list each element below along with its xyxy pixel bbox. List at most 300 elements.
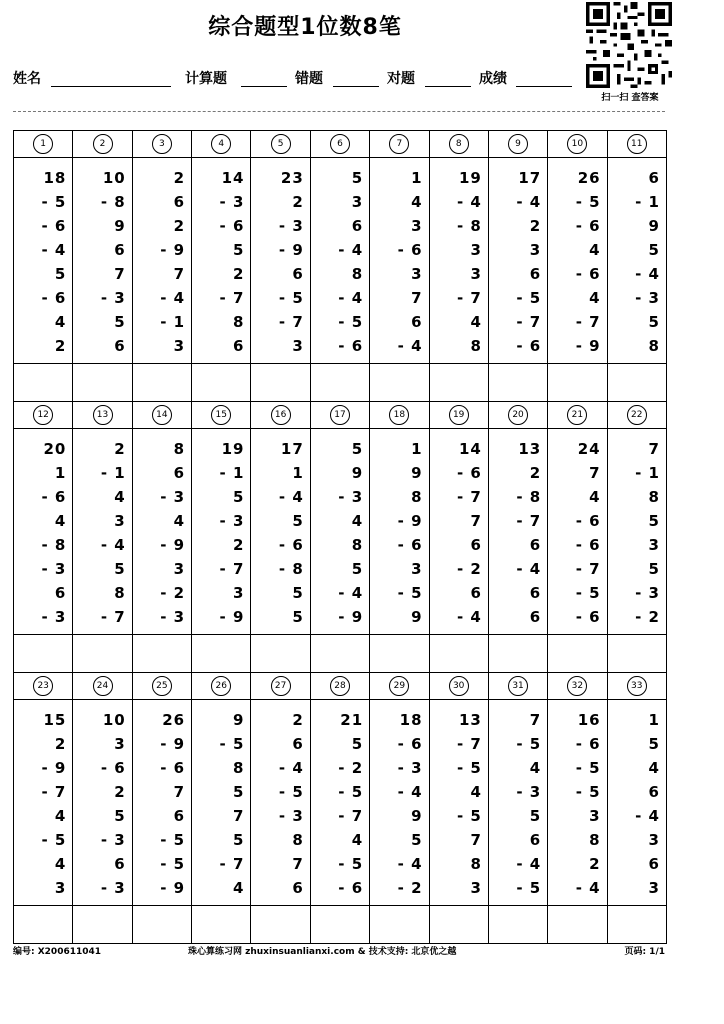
problem-operand: 8 bbox=[173, 440, 186, 458]
problem-operand: 2 bbox=[529, 217, 542, 235]
problem-number-badge: 22 bbox=[627, 405, 647, 425]
problem-operand: 6 bbox=[529, 265, 542, 283]
problem-operand: 18 bbox=[43, 169, 67, 187]
problem-operand: - 3 bbox=[160, 608, 186, 626]
student-info-row bbox=[13, 64, 578, 90]
problem-operand: 7 bbox=[470, 512, 482, 530]
problem-number-badge: 24 bbox=[93, 676, 113, 696]
problem-column bbox=[310, 700, 369, 905]
answer-box[interactable] bbox=[607, 364, 666, 401]
problem-header-cell bbox=[429, 402, 488, 428]
right-field[interactable] bbox=[425, 86, 471, 87]
answer-box[interactable] bbox=[132, 906, 191, 943]
problem-column bbox=[547, 700, 606, 905]
problem-number-badge: 25 bbox=[152, 676, 172, 696]
problem-column bbox=[369, 158, 428, 363]
problem-operand: 6 bbox=[411, 313, 423, 331]
problem-operand: 6 bbox=[648, 783, 660, 801]
problem-section bbox=[14, 131, 666, 401]
cut-line-divider bbox=[13, 111, 665, 112]
problem-operand: - 6 bbox=[100, 759, 126, 777]
problem-operand: - 6 bbox=[397, 241, 423, 259]
problem-operand: 14 bbox=[221, 169, 245, 187]
problem-operand: - 5 bbox=[41, 193, 67, 211]
answer-row bbox=[14, 634, 666, 672]
problem-header-cell bbox=[547, 402, 606, 428]
problem-header-cell bbox=[14, 673, 72, 699]
problem-operand: 3 bbox=[648, 536, 660, 554]
problem-operand: 4 bbox=[233, 879, 245, 897]
problem-operand: 2 bbox=[589, 855, 601, 873]
answer-box[interactable] bbox=[250, 635, 309, 672]
problem-operand: 17 bbox=[518, 169, 542, 187]
problem-operand: - 1 bbox=[100, 464, 126, 482]
qr-caption: 扫一扫 查答案 bbox=[601, 93, 659, 103]
answer-box[interactable] bbox=[191, 906, 250, 943]
problem-operand: 16 bbox=[577, 711, 601, 729]
problem-number-badge: 12 bbox=[33, 405, 53, 425]
problem-operand: - 3 bbox=[100, 831, 126, 849]
problem-operand: - 3 bbox=[100, 289, 126, 307]
problem-header-cell bbox=[250, 673, 309, 699]
problem-header-cell bbox=[132, 673, 191, 699]
problem-number-badge: 13 bbox=[93, 405, 113, 425]
problem-operand: - 3 bbox=[635, 289, 660, 307]
problem-operand: - 5 bbox=[456, 759, 482, 777]
problem-number-badge: 16 bbox=[271, 405, 291, 425]
problem-operand: 8 bbox=[648, 488, 660, 506]
answer-box[interactable] bbox=[132, 364, 191, 401]
answer-box[interactable] bbox=[72, 635, 131, 672]
problem-number-badge: 33 bbox=[627, 676, 647, 696]
problem-header-cell bbox=[429, 673, 488, 699]
problem-operand: 7 bbox=[173, 265, 186, 283]
problem-number-badge: 5 bbox=[271, 134, 291, 154]
problem-operand: - 3 bbox=[278, 807, 304, 825]
problem-operand: - 6 bbox=[575, 217, 601, 235]
problem-operand: - 9 bbox=[160, 879, 186, 897]
problem-operand: - 6 bbox=[338, 337, 364, 355]
problem-operand: 19 bbox=[221, 440, 245, 458]
answer-box[interactable] bbox=[191, 635, 250, 672]
problem-number-badge: 9 bbox=[508, 134, 528, 154]
problem-operand: 8 bbox=[292, 831, 304, 849]
problem-header-cell bbox=[250, 402, 309, 428]
problem-column bbox=[14, 158, 72, 363]
problem-operand: 8 bbox=[233, 313, 245, 331]
score-field[interactable] bbox=[516, 86, 572, 87]
problem-operand: 6 bbox=[114, 337, 126, 355]
problem-operand: - 1 bbox=[635, 464, 660, 482]
problem-operand: 17 bbox=[280, 440, 304, 458]
problem-operand: 6 bbox=[292, 265, 304, 283]
problem-operand: 4 bbox=[54, 512, 67, 530]
problem-operand: 2 bbox=[54, 735, 67, 753]
problem-operand: 7 bbox=[529, 711, 542, 729]
problem-operand: - 4 bbox=[456, 193, 482, 211]
computed-field[interactable] bbox=[241, 86, 287, 87]
problem-operand: 10 bbox=[102, 169, 126, 187]
answer-box[interactable] bbox=[14, 635, 72, 672]
problem-operand: 20 bbox=[43, 440, 67, 458]
problem-operand: 21 bbox=[340, 711, 364, 729]
problem-operand: - 5 bbox=[516, 289, 542, 307]
problem-operand: - 6 bbox=[278, 536, 304, 554]
problem-column bbox=[250, 429, 309, 634]
problem-operand: 26 bbox=[162, 711, 186, 729]
problem-operand: 3 bbox=[114, 735, 126, 753]
problem-header-cell bbox=[488, 402, 547, 428]
problem-header-cell bbox=[607, 673, 666, 699]
name-field[interactable] bbox=[51, 86, 171, 87]
problem-header-cell bbox=[132, 402, 191, 428]
problem-operand: - 5 bbox=[338, 783, 364, 801]
problem-operand: - 8 bbox=[516, 488, 542, 506]
problem-operand: 4 bbox=[54, 807, 67, 825]
answer-box[interactable] bbox=[14, 364, 72, 401]
problem-operand: - 9 bbox=[575, 337, 601, 355]
answer-box[interactable] bbox=[72, 906, 131, 943]
problem-number-badge: 26 bbox=[211, 676, 231, 696]
problem-operand: - 2 bbox=[160, 584, 186, 602]
answer-box[interactable] bbox=[488, 635, 547, 672]
problem-operand: - 4 bbox=[338, 241, 364, 259]
problem-header-cell bbox=[250, 131, 309, 157]
problem-operand: 9 bbox=[233, 711, 245, 729]
problem-operand: - 3 bbox=[41, 560, 67, 578]
problem-operand: - 9 bbox=[278, 241, 304, 259]
problem-numbers-row bbox=[14, 429, 666, 634]
problem-header-cell bbox=[191, 673, 250, 699]
problem-operand: - 7 bbox=[575, 313, 601, 331]
answer-box[interactable] bbox=[547, 635, 606, 672]
problem-column bbox=[547, 158, 606, 363]
problem-operand: - 3 bbox=[278, 217, 304, 235]
problem-operand: - 7 bbox=[456, 735, 482, 753]
problem-column bbox=[369, 429, 428, 634]
problem-operand: - 5 bbox=[575, 584, 601, 602]
problem-operand: - 6 bbox=[575, 608, 601, 626]
problem-header-cell bbox=[191, 402, 250, 428]
problem-number-badge: 28 bbox=[330, 676, 350, 696]
problem-operand: - 7 bbox=[338, 807, 364, 825]
problem-header-cell bbox=[72, 402, 131, 428]
problem-number-badge: 8 bbox=[449, 134, 469, 154]
problem-operand: 9 bbox=[114, 217, 126, 235]
problem-operand: 10 bbox=[102, 711, 126, 729]
problem-operand: 1 bbox=[292, 464, 304, 482]
problem-operand: - 6 bbox=[397, 536, 423, 554]
problem-operand: 3 bbox=[529, 241, 542, 259]
problem-operand: - 4 bbox=[100, 536, 126, 554]
problem-number-badge: 4 bbox=[211, 134, 231, 154]
answer-box[interactable] bbox=[250, 906, 309, 943]
answer-box[interactable] bbox=[132, 635, 191, 672]
problem-operand: 8 bbox=[589, 831, 601, 849]
answer-box[interactable] bbox=[310, 364, 369, 401]
problem-column bbox=[72, 158, 131, 363]
problem-number-badge: 29 bbox=[389, 676, 409, 696]
answer-box[interactable] bbox=[14, 906, 72, 943]
problem-operand: 3 bbox=[173, 560, 186, 578]
problem-operand: 6 bbox=[173, 464, 186, 482]
problem-operand: 5 bbox=[114, 560, 126, 578]
problem-operand: 5 bbox=[233, 831, 245, 849]
problem-operand: - 4 bbox=[635, 265, 660, 283]
problem-number-badge: 20 bbox=[508, 405, 528, 425]
problem-operand: 5 bbox=[648, 735, 660, 753]
problem-operand: 5 bbox=[233, 241, 245, 259]
problem-operand: - 9 bbox=[160, 241, 186, 259]
problem-operand: 4 bbox=[54, 855, 67, 873]
answer-box[interactable] bbox=[607, 906, 666, 943]
problem-operand: 6 bbox=[173, 807, 186, 825]
problem-operand: - 5 bbox=[456, 807, 482, 825]
answer-box[interactable] bbox=[429, 906, 488, 943]
problem-column bbox=[132, 158, 191, 363]
problem-operand: 4 bbox=[470, 783, 482, 801]
problem-operand: - 5 bbox=[160, 855, 186, 873]
problem-operand: - 2 bbox=[397, 879, 423, 897]
problem-operand: - 4 bbox=[160, 289, 186, 307]
right-label: 对题 bbox=[387, 71, 415, 87]
problem-operand: 4 bbox=[351, 831, 364, 849]
answer-box[interactable] bbox=[488, 364, 547, 401]
answer-box[interactable] bbox=[488, 906, 547, 943]
problem-header-cell bbox=[72, 131, 131, 157]
problem-operand: - 9 bbox=[219, 608, 245, 626]
problem-operand: 7 bbox=[648, 440, 660, 458]
problem-header-cell bbox=[310, 402, 369, 428]
problem-operand: 5 bbox=[648, 512, 660, 530]
problem-operand: 6 bbox=[351, 217, 364, 235]
problem-operand: - 6 bbox=[41, 217, 67, 235]
problem-operand: 6 bbox=[470, 536, 482, 554]
page-title: 综合题型1位数8笔 bbox=[208, 15, 402, 40]
problem-operand: 5 bbox=[114, 807, 126, 825]
problem-column bbox=[607, 158, 666, 363]
problem-operand: - 2 bbox=[456, 560, 482, 578]
problem-column bbox=[250, 158, 309, 363]
wrong-field[interactable] bbox=[333, 86, 379, 87]
problem-operand: - 4 bbox=[456, 608, 482, 626]
problem-operand: - 1 bbox=[160, 313, 186, 331]
answer-box[interactable] bbox=[429, 635, 488, 672]
problem-operand: - 9 bbox=[41, 759, 67, 777]
problem-operand: 13 bbox=[459, 711, 482, 729]
problem-column bbox=[250, 700, 309, 905]
problem-header-cell bbox=[488, 673, 547, 699]
problem-operand: - 3 bbox=[100, 879, 126, 897]
problem-column bbox=[14, 700, 72, 905]
problem-operand: 5 bbox=[292, 512, 304, 530]
problem-operand: - 6 bbox=[575, 735, 601, 753]
problem-header-cell bbox=[310, 131, 369, 157]
problem-number-badge: 7 bbox=[389, 134, 409, 154]
problem-column bbox=[191, 700, 250, 905]
problem-operand: - 6 bbox=[456, 464, 482, 482]
problem-number-badge: 23 bbox=[33, 676, 53, 696]
problem-operand: 8 bbox=[351, 265, 364, 283]
problem-operand: 7 bbox=[114, 265, 126, 283]
problem-operand: 2 bbox=[173, 217, 186, 235]
problem-number-badge: 6 bbox=[330, 134, 350, 154]
answer-box[interactable] bbox=[547, 906, 606, 943]
problem-operand: 3 bbox=[233, 584, 245, 602]
problem-operand: - 5 bbox=[278, 289, 304, 307]
problem-operand: 4 bbox=[173, 512, 186, 530]
problem-operand: 26 bbox=[577, 169, 601, 187]
problem-column bbox=[132, 700, 191, 905]
problem-operand: 8 bbox=[470, 855, 482, 873]
answer-box[interactable] bbox=[250, 364, 309, 401]
qr-code-icon bbox=[585, 2, 673, 88]
problem-operand: - 4 bbox=[397, 855, 423, 873]
problem-operand: 6 bbox=[292, 735, 304, 753]
problem-operand: - 5 bbox=[219, 735, 245, 753]
answer-row bbox=[14, 905, 666, 943]
problem-operand: 6 bbox=[648, 169, 660, 187]
problem-numbers-row bbox=[14, 700, 666, 905]
problem-operand: - 5 bbox=[338, 313, 364, 331]
problem-operand: 6 bbox=[54, 584, 67, 602]
problem-operand: 15 bbox=[43, 711, 67, 729]
problem-operand: - 5 bbox=[278, 783, 304, 801]
problem-number-badge: 21 bbox=[567, 405, 587, 425]
problem-number-row bbox=[14, 401, 666, 429]
problem-number-badge: 27 bbox=[271, 676, 291, 696]
problem-operand: - 4 bbox=[338, 584, 364, 602]
problem-operand: 3 bbox=[589, 807, 601, 825]
problem-column bbox=[429, 158, 488, 363]
problem-operand: 1 bbox=[411, 169, 423, 187]
problem-operand: 18 bbox=[399, 711, 423, 729]
problem-operand: 8 bbox=[470, 337, 482, 355]
problem-operand: - 1 bbox=[219, 464, 245, 482]
problem-operand: 23 bbox=[280, 169, 304, 187]
problem-header-cell bbox=[369, 131, 428, 157]
problem-operand: - 4 bbox=[41, 241, 67, 259]
problem-operand: 14 bbox=[459, 440, 482, 458]
footer-site: 珠心算练习网 zhuxinsuanlianxi.com & 技术支持: 北京优之越 bbox=[188, 947, 457, 957]
problem-header-cell bbox=[607, 131, 666, 157]
problem-operand: 5 bbox=[411, 831, 423, 849]
problem-operand: - 8 bbox=[278, 560, 304, 578]
problem-operand: 6 bbox=[529, 608, 542, 626]
problem-operand: 4 bbox=[351, 512, 364, 530]
problem-number-badge: 18 bbox=[389, 405, 409, 425]
problem-header-cell bbox=[429, 131, 488, 157]
problem-operand: 7 bbox=[173, 783, 186, 801]
problem-operand: 3 bbox=[292, 337, 304, 355]
footer-page: 页码: 1/1 bbox=[624, 947, 665, 957]
problem-operand: 3 bbox=[411, 217, 423, 235]
problem-number-badge: 17 bbox=[330, 405, 350, 425]
problem-operand: 4 bbox=[648, 759, 660, 777]
problem-operand: 1 bbox=[54, 464, 67, 482]
problem-operand: - 1 bbox=[635, 193, 660, 211]
problem-operand: - 9 bbox=[397, 512, 423, 530]
problem-operand: 5 bbox=[648, 560, 660, 578]
problem-operand: 9 bbox=[411, 608, 423, 626]
problem-operand: 5 bbox=[54, 265, 67, 283]
problem-operand: 2 bbox=[292, 711, 304, 729]
problem-header-cell bbox=[132, 131, 191, 157]
problem-operand: 6 bbox=[529, 536, 542, 554]
problem-operand: - 3 bbox=[219, 193, 245, 211]
problem-column bbox=[191, 158, 250, 363]
problem-operand: 6 bbox=[233, 337, 245, 355]
answer-box[interactable] bbox=[310, 635, 369, 672]
problem-number-badge: 32 bbox=[567, 676, 587, 696]
problem-operand: 4 bbox=[411, 193, 423, 211]
problem-operand: 6 bbox=[173, 193, 186, 211]
answer-box[interactable] bbox=[72, 364, 131, 401]
problem-operand: - 4 bbox=[635, 807, 660, 825]
answer-box[interactable] bbox=[369, 364, 428, 401]
problem-operand: 7 bbox=[292, 855, 304, 873]
problem-operand: 6 bbox=[292, 879, 304, 897]
answer-box[interactable] bbox=[369, 635, 428, 672]
problem-operand: 6 bbox=[114, 855, 126, 873]
answer-box[interactable] bbox=[191, 364, 250, 401]
problem-operand: 5 bbox=[292, 608, 304, 626]
problem-operand: 8 bbox=[351, 536, 364, 554]
problem-operand: 5 bbox=[233, 488, 245, 506]
problem-operand: 1 bbox=[411, 440, 423, 458]
problem-operand: - 5 bbox=[338, 855, 364, 873]
problem-operand: 4 bbox=[470, 313, 482, 331]
problem-header-cell bbox=[191, 131, 250, 157]
problem-operand: 13 bbox=[518, 440, 542, 458]
problem-operand: - 7 bbox=[456, 488, 482, 506]
problem-operand: - 2 bbox=[338, 759, 364, 777]
footer-code: 编号: X200611041 bbox=[13, 947, 102, 957]
problem-operand: 6 bbox=[529, 584, 542, 602]
problem-operand: 3 bbox=[470, 241, 482, 259]
problem-header-cell bbox=[547, 673, 606, 699]
answer-box[interactable] bbox=[369, 906, 428, 943]
problem-operand: 3 bbox=[648, 831, 660, 849]
answer-box[interactable] bbox=[607, 635, 666, 672]
problem-operand: 2 bbox=[173, 169, 186, 187]
answer-box[interactable] bbox=[429, 364, 488, 401]
problem-operand: 2 bbox=[114, 440, 126, 458]
problem-operand: 3 bbox=[411, 560, 423, 578]
problem-header-cell bbox=[607, 402, 666, 428]
problem-operand: 2 bbox=[233, 265, 245, 283]
problem-operand: 6 bbox=[114, 241, 126, 259]
answer-box[interactable] bbox=[310, 906, 369, 943]
problem-operand: - 4 bbox=[278, 759, 304, 777]
problem-operand: 5 bbox=[648, 313, 660, 331]
problem-operand: 3 bbox=[54, 879, 67, 897]
problem-operand: - 5 bbox=[575, 783, 601, 801]
problem-column bbox=[310, 429, 369, 634]
problem-operand: 4 bbox=[114, 488, 126, 506]
problem-operand: - 2 bbox=[635, 608, 660, 626]
problem-operand: 5 bbox=[292, 584, 304, 602]
problem-numbers-row bbox=[14, 158, 666, 363]
problem-operand: - 3 bbox=[41, 608, 67, 626]
problem-header-cell bbox=[310, 673, 369, 699]
problem-operand: - 6 bbox=[160, 759, 186, 777]
problem-column bbox=[607, 700, 666, 905]
answer-box[interactable] bbox=[547, 364, 606, 401]
computed-label: 计算题 bbox=[185, 71, 227, 87]
problem-operand: - 4 bbox=[516, 193, 542, 211]
problem-number-badge: 3 bbox=[152, 134, 172, 154]
